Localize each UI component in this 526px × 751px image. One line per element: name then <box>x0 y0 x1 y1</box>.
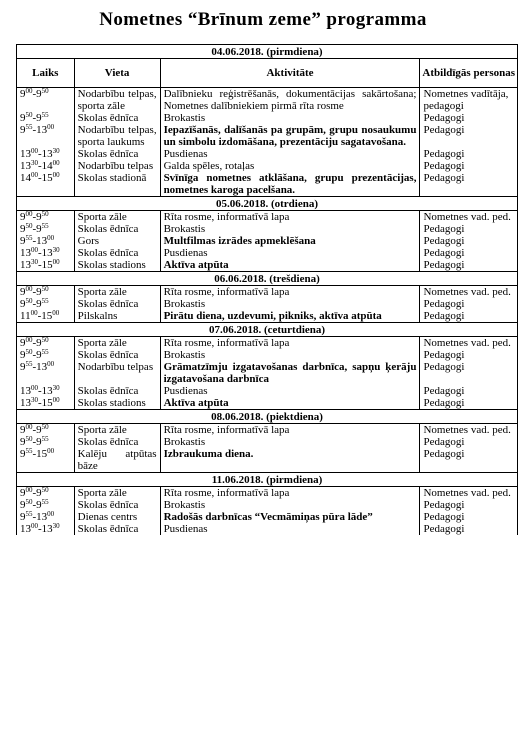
table-row <box>17 310 518 323</box>
table-row <box>17 298 518 310</box>
time-minutes: 50 <box>41 336 49 344</box>
time-minutes: 55 <box>25 447 33 455</box>
activity-cell: Rīta rosme, informatīvā lapa <box>160 211 420 224</box>
responsible-cell: Nometnes vadītāja, pedagogi <box>420 88 518 113</box>
table-row <box>17 259 518 272</box>
time-cell: $9^{50}-9^{55}$ <box>17 349 75 361</box>
place-cell: Skolas ēdnīca <box>74 523 160 535</box>
time-minutes: 55 <box>25 360 33 368</box>
table-row <box>17 436 518 448</box>
time-minutes: 55 <box>41 498 49 506</box>
responsible-cell: Nometnes vad. ped. <box>420 211 518 224</box>
activity-cell: Pusdienas <box>160 523 420 535</box>
place-cell: Skolas ēdnīca <box>74 223 160 235</box>
time-minutes: 30 <box>31 258 38 266</box>
time-minutes: 55 <box>41 222 49 230</box>
activity-cell: Brokastis <box>160 499 420 511</box>
table-row <box>17 286 518 299</box>
time-minutes: 00 <box>47 447 55 455</box>
table-row <box>17 424 518 437</box>
responsible-cell: Nometnes vad. ped. <box>420 487 518 500</box>
time-cell: $13^{00}-13^{30}$ <box>17 247 75 259</box>
day-label: 11.06.2018. (pirmdiena) <box>17 473 518 487</box>
time-cell: $11^{00}-15^{00}$ <box>17 310 75 323</box>
place-cell: Kalēju atpūtas bāze <box>74 448 160 473</box>
time-minutes: 00 <box>47 360 55 368</box>
time-cell: $9^{50}-9^{55}$ <box>17 223 75 235</box>
responsible-cell: Pedagogi <box>420 499 518 511</box>
time-cell: $9^{00}-9^{50}$ <box>17 286 75 299</box>
time-cell: $13^{30}-15^{00}$ <box>17 259 75 272</box>
table-row <box>17 511 518 523</box>
responsible-cell: Pedagogi <box>420 523 518 535</box>
activity-cell: Radošās darbnīcas “Vecmāmiņas pūra lāde” <box>160 511 420 523</box>
time-minutes: 50 <box>25 435 33 443</box>
activity-cell: Rīta rosme, informatīvā lapa <box>160 286 420 299</box>
time-cell: $9^{00}-9^{50}$ <box>17 487 75 500</box>
responsible-cell: Pedagogi <box>420 511 518 523</box>
responsible-cell: Pedagogi <box>420 448 518 473</box>
time-minutes: 00 <box>47 234 55 242</box>
time-cell: $9^{55}-13^{00}$ <box>17 361 75 385</box>
time-minutes: 00 <box>25 87 33 95</box>
time-cell: $14^{00}-15^{00}$ <box>17 172 75 197</box>
time-minutes: 00 <box>25 336 33 344</box>
responsible-cell: Pedagogi <box>420 223 518 235</box>
day-label: 05.06.2018. (otrdiena) <box>17 197 518 211</box>
time-minutes: 00 <box>52 396 60 404</box>
responsible-cell: Pedagogi <box>420 160 518 172</box>
responsible-cell: Pedagogi <box>420 397 518 410</box>
time-minutes: 55 <box>25 123 33 131</box>
place-cell: Skolas ēdnīca <box>74 436 160 448</box>
time-minutes: 50 <box>41 486 49 494</box>
time-minutes: 00 <box>47 123 55 131</box>
time-minutes: 50 <box>41 87 49 95</box>
day-label: 06.06.2018. (trešdiena) <box>17 272 518 286</box>
column-header-place: Vieta <box>74 59 160 88</box>
responsible-cell: Pedagogi <box>420 124 518 148</box>
place-cell: Skolas ēdnīca <box>74 112 160 124</box>
place-cell: Sporta zāle <box>74 424 160 437</box>
responsible-cell: Pedagogi <box>420 112 518 124</box>
responsible-cell: Pedagogi <box>420 172 518 197</box>
responsible-cell: Pedagogi <box>420 436 518 448</box>
place-cell: Skolas ēdnīca <box>74 298 160 310</box>
responsible-cell: Pedagogi <box>420 247 518 259</box>
time-minutes: 00 <box>31 147 38 155</box>
time-cell: $9^{55}-13^{00}$ <box>17 511 75 523</box>
time-minutes: 00 <box>52 171 60 179</box>
responsible-cell: Pedagogi <box>420 298 518 310</box>
activity-cell: Brokastis <box>160 436 420 448</box>
activity-cell: Pirātu diena, uzdevumi, pikniks, aktīva atpūta <box>160 310 420 323</box>
table-row <box>17 112 518 124</box>
activity-cell: Brokastis <box>160 112 420 124</box>
time-minutes: 55 <box>25 234 33 242</box>
place-cell: Skolas stadions <box>74 397 160 410</box>
place-cell: Skolas ēdnīca <box>74 499 160 511</box>
time-cell: $9^{50}-9^{55}$ <box>17 499 75 511</box>
time-minutes: 00 <box>25 285 33 293</box>
day-row <box>17 272 518 286</box>
activity-cell: Aktīva atpūta <box>160 397 420 410</box>
time-cell: $13^{00}-13^{30}$ <box>17 385 75 397</box>
time-minutes: 50 <box>25 348 33 356</box>
activity-cell: Pusdienas <box>160 385 420 397</box>
place-cell: Gors <box>74 235 160 247</box>
responsible-cell: Pedagogi <box>420 385 518 397</box>
place-cell: Sporta zāle <box>74 487 160 500</box>
place-cell: Nodarbību telpas, sporta laukums <box>74 124 160 148</box>
responsible-cell: Pedagogi <box>420 349 518 361</box>
time-minutes: 55 <box>41 435 49 443</box>
responsible-cell: Nometnes vad. ped. <box>420 337 518 350</box>
place-cell: Skolas stadionā <box>74 172 160 197</box>
time-minutes: 00 <box>52 159 60 167</box>
time-minutes: 00 <box>31 384 38 392</box>
day-row <box>17 45 518 59</box>
place-cell: Skolas ēdnīca <box>74 385 160 397</box>
time-cell: $9^{00}-9^{50}$ <box>17 211 75 224</box>
time-minutes: 55 <box>25 510 33 518</box>
responsible-cell: Pedagogi <box>420 259 518 272</box>
time-cell: $13^{00}-13^{30}$ <box>17 148 75 160</box>
place-cell: Nodarbību telpas, sporta zāle <box>74 88 160 113</box>
place-cell: Skolas ēdnīca <box>74 247 160 259</box>
table-row <box>17 361 518 385</box>
activity-cell: Multfilmas izrādes apmeklēšana <box>160 235 420 247</box>
day-label: 08.06.2018. (piektdiena) <box>17 410 518 424</box>
time-minutes: 00 <box>47 510 55 518</box>
time-minutes: 30 <box>52 384 60 392</box>
activity-cell: Galda spēles, rotaļas <box>160 160 420 172</box>
time-minutes: 30 <box>31 396 38 404</box>
header-row <box>17 59 518 88</box>
time-minutes: 55 <box>41 348 49 356</box>
table-row <box>17 88 518 113</box>
day-label: 07.06.2018. (ceturtdiena) <box>17 323 518 337</box>
column-header-responsible: Atbildīgās personas <box>420 59 518 88</box>
place-cell: Sporta zāle <box>74 337 160 350</box>
time-cell: $9^{55}-13^{00}$ <box>17 235 75 247</box>
responsible-cell: Pedagogi <box>420 148 518 160</box>
time-minutes: 00 <box>52 258 60 266</box>
table-row <box>17 397 518 410</box>
time-minutes: 30 <box>31 159 38 167</box>
time-minutes: 55 <box>41 111 49 119</box>
time-cell: $9^{55}-15^{00}$ <box>17 448 75 473</box>
activity-cell: Rīta rosme, informatīvā lapa <box>160 337 420 350</box>
column-header-activity: Aktivitāte <box>160 59 420 88</box>
table-row <box>17 211 518 224</box>
schedule-table <box>16 44 518 535</box>
time-cell: $9^{00}-9^{50}$ <box>17 424 75 437</box>
time-cell: $13^{30}-15^{00}$ <box>17 397 75 410</box>
activity-cell: Brokastis <box>160 349 420 361</box>
document-title: Nometnes “Brīnum zeme” programma <box>99 9 427 30</box>
schedule-body <box>17 45 518 536</box>
responsible-cell: Pedagogi <box>420 235 518 247</box>
activity-cell: Pusdienas <box>160 148 420 160</box>
activity-cell: Brokastis <box>160 298 420 310</box>
place-cell: Skolas stadions <box>74 259 160 272</box>
table-row <box>17 124 518 148</box>
time-minutes: 00 <box>31 171 38 179</box>
day-row <box>17 473 518 487</box>
responsible-cell: Pedagogi <box>420 310 518 323</box>
activity-cell: Dalībnieku reģistrēšanās, dokumentācijas sakārtošana; Nometnes dalībniekiem pirmā rīta rosme <box>160 88 420 113</box>
time-minutes: 00 <box>52 309 60 317</box>
table-row <box>17 247 518 259</box>
time-minutes: 50 <box>25 111 33 119</box>
time-minutes: 50 <box>41 210 49 218</box>
table-row <box>17 499 518 511</box>
place-cell: Sporta zāle <box>74 286 160 299</box>
activity-cell: Rīta rosme, informatīvā lapa <box>160 487 420 500</box>
activity-cell: Aktīva atpūta <box>160 259 420 272</box>
time-minutes: 50 <box>25 297 33 305</box>
table-row <box>17 235 518 247</box>
time-minutes: 50 <box>25 222 33 230</box>
table-row <box>17 385 518 397</box>
time-minutes: 00 <box>31 522 38 530</box>
time-cell: $13^{30}-14^{00}$ <box>17 160 75 172</box>
activity-cell: Brokastis <box>160 223 420 235</box>
table-row <box>17 223 518 235</box>
time-minutes: 00 <box>31 246 38 254</box>
day-label: 04.06.2018. (pirmdiena) <box>17 45 518 59</box>
activity-cell: Grāmatzīmju izgatavošanas darbnīca, sapņu ķerāju izgatavošana darbnīca <box>160 361 420 385</box>
day-row <box>17 323 518 337</box>
time-minutes: 00 <box>25 486 33 494</box>
time-minutes: 50 <box>25 498 33 506</box>
table-row <box>17 487 518 500</box>
place-cell: Pilskalns <box>74 310 160 323</box>
place-cell: Nodarbību telpas <box>74 160 160 172</box>
place-cell: Dienas centrs <box>74 511 160 523</box>
responsible-cell: Nometnes vad. ped. <box>420 286 518 299</box>
table-row <box>17 337 518 350</box>
time-minutes: 00 <box>25 423 33 431</box>
time-minutes: 50 <box>41 423 49 431</box>
responsible-cell: Nometnes vad. ped. <box>420 424 518 437</box>
table-row <box>17 172 518 197</box>
time-cell: $9^{00}-9^{50}$ <box>17 88 75 113</box>
responsible-cell: Pedagogi <box>420 361 518 385</box>
time-cell: $9^{55}-13^{00}$ <box>17 124 75 148</box>
day-row <box>17 197 518 211</box>
place-cell: Sporta zāle <box>74 211 160 224</box>
time-cell: $9^{50}-9^{55}$ <box>17 112 75 124</box>
activity-cell: Iepazīšanās, dalīšanās pa grupām, grupu nosaukumu un simbolu izdomāšana, prezentāciju sagatavošana. <box>160 124 420 148</box>
table-row <box>17 160 518 172</box>
time-minutes: 00 <box>30 309 38 317</box>
table-row <box>17 148 518 160</box>
table-row <box>17 523 518 535</box>
table-row <box>17 448 518 473</box>
column-header-time: Laiks <box>17 59 75 88</box>
time-minutes: 55 <box>41 297 49 305</box>
time-cell: $9^{00}-9^{50}$ <box>17 337 75 350</box>
time-cell: $9^{50}-9^{55}$ <box>17 298 75 310</box>
activity-cell: Rīta rosme, informatīvā lapa <box>160 424 420 437</box>
time-minutes: 50 <box>41 285 49 293</box>
time-minutes: 00 <box>25 210 33 218</box>
table-row <box>17 349 518 361</box>
activity-cell: Pusdienas <box>160 247 420 259</box>
day-row <box>17 410 518 424</box>
activity-cell: Izbraukuma diena. <box>160 448 420 473</box>
time-minutes: 30 <box>52 522 60 530</box>
activity-cell: Svīnīga nometnes atklāšana, grupu prezentācijas, nometnes karoga pacelšana. <box>160 172 420 197</box>
time-cell: $9^{50}-9^{55}$ <box>17 436 75 448</box>
time-minutes: 30 <box>52 246 60 254</box>
place-cell: Skolas ēdnīca <box>74 148 160 160</box>
place-cell: Skolas ēdnīca <box>74 349 160 361</box>
place-cell: Nodarbību telpas <box>74 361 160 385</box>
time-cell: $13^{00}-13^{30}$ <box>17 523 75 535</box>
time-minutes: 30 <box>52 147 60 155</box>
